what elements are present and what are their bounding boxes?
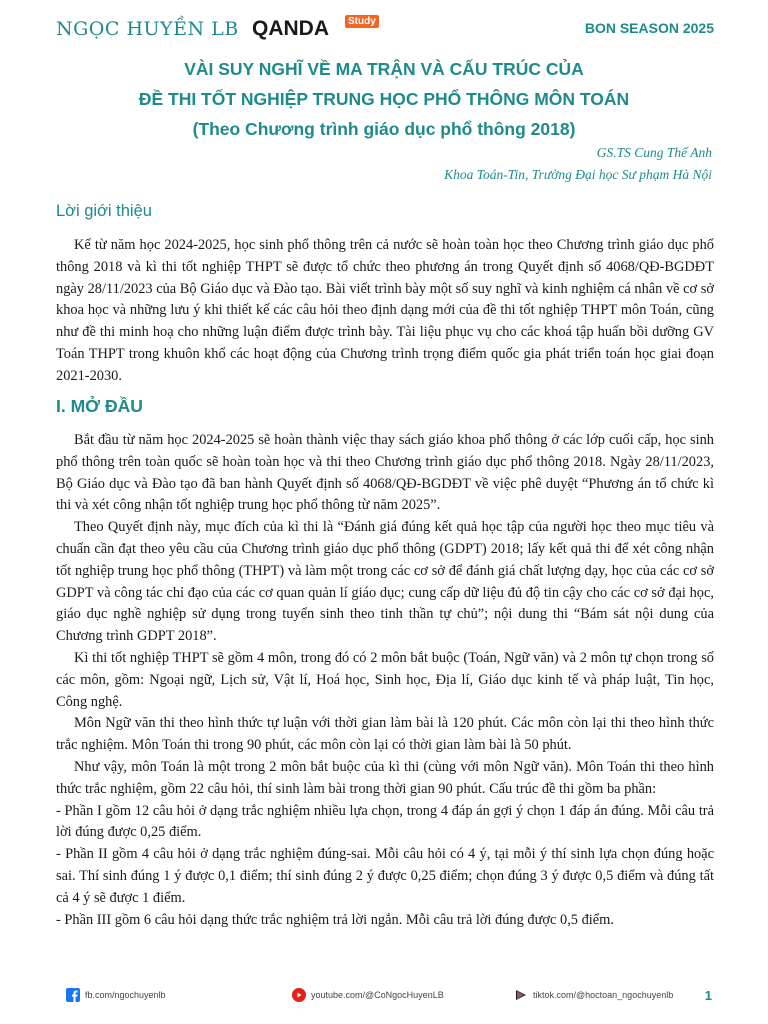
author-block <box>444 142 712 186</box>
paragraph-2: Theo Quyết định này, mục đích của kì thi là “Đánh giá đúng kết quả học tập của người học theo mục tiêu và chuẩn cần đạt theo yêu cầu của Chương trình giáo dục phổ thông (GDPT) 2018; lấy kết quả thi để xét công nhận tốt nghiệp trung học phổ thông (THPT) và làm một trong các cơ sở để đánh giá chất lượng dạy, học của các cơ sở GDPT và công tác chỉ đạo của các cơ quan quản lí giáo dục; cung cấp dữ liệu đủ độ tin cậy cho các cơ sở đại học, giáo dục nghề nghiệp sử dụng trong tuyển sinh theo tinh thần tự chủ”; nội dung thi “Bám sát nội dung của Chương trình GDPT 2018”. <box>56 519 714 645</box>
tiktok-url: tiktok.com/@hoctoan_ngochuyenlb <box>533 990 674 1000</box>
intro-paragraph: Kể từ năm học 2024-2025, học sinh phổ thông trên cả nước sẽ hoàn toàn học theo Chương trình giáo dục phổ thông 2018 và kì thi tốt nghiệp THPT sẽ được tổ chức theo phương án trong Quyết định số 4068/QĐ-BGDĐT ngày 28/11/2023 của Bộ Giáo dục và Đào tạo. Bài viết trình bày một số suy nghĩ và kinh nghiệm cá nhân về cơ sở khoa học và những lưu ý khi thiết kế các câu hỏi theo định dạng mới của đề thi tốt nghiệp THPT môn Toán, cũng như đề thi minh hoạ cho những luận điểm được trình bày. Tài liệu phục vụ cho các khoá tập huấn bồi dưỡng GV Toán THPT trong khuôn khổ các hoạt động của Chương trình trọng điểm quốc gia phát triển toán học giai đoạn 2021-2030. <box>56 237 714 384</box>
study-tag: Study <box>345 15 379 28</box>
paragraph-1: Bắt đầu từ năm học 2024-2025 sẽ hoàn thành việc thay sách giáo khoa phổ thông ở các lớp cuối cấp, học sinh phổ thông trên toàn quốc sẽ hoàn toàn học và thi theo Chương trình giáo dục phổ thông 2018. Ngày 28/11/2023, Bộ Giáo dục và Đào tạo đã ban hành Quyết định số 4068/QĐ-BGDĐT về việc phê duyệt “Phương án tổ chức kì thi và xét công nhận tốt nghiệp trung học phổ thông từ năm 2025”. <box>56 432 714 514</box>
paragraph-3: Kì thi tốt nghiệp THPT sẽ gồm 4 môn, trong đó có 2 môn bắt buộc (Toán, Ngữ văn) và 2 môn tự chọn trong số các môn, gồm: Ngoại ngữ, Lịch sử, Vật lí, Hoá học, Sinh học, Địa lí, Giáo dục kinh tế và pháp luật, Tin học, Công nghệ. <box>56 649 714 710</box>
facebook-url: fb.com/ngochuyenlb <box>85 990 166 1000</box>
intro-paragraph-block <box>56 235 714 388</box>
qanda-logo: QANDA <box>252 17 329 40</box>
author-affiliation: Khoa Toán-Tin, Trường Đại học Sư phạm Hà Nội <box>444 167 712 182</box>
ngoc-huyen-logo: NGỌC HUYỀN LB <box>56 18 239 40</box>
title-line-1: VÀI SUY NGHĨ VỀ MA TRẬN VÀ CẤU TRÚC CỦA <box>184 59 584 79</box>
section-1-heading: I. MỞ ĐẦU <box>56 396 143 416</box>
title-line-3: (Theo Chương trình giáo dục phổ thông 2018) <box>192 119 576 139</box>
tiktok-link[interactable] <box>514 988 673 1002</box>
bullet-part-3: - Phần III gồm 6 câu hỏi dạng thức trắc nghiệm trả lời ngắn. Mỗi câu trả lời đúng được 0,5 điểm. <box>56 911 614 928</box>
author-name: GS.TS Cung Thế Anh <box>596 145 712 160</box>
season-label: BON SEASON 2025 <box>584 20 714 36</box>
section-1-body <box>56 430 714 931</box>
intro-heading: Lời giới thiệu <box>56 202 152 220</box>
paragraph-5: Như vậy, môn Toán là một trong 2 môn bắt buộc của kì thi (cùng với môn Ngữ văn). Môn Toán thi theo hình thức trắc nghiệm, gồm 22 câu hỏi, thí sinh làm bài trong thời gian 90 phút. Cấu trúc đề thi gồm ba phần: <box>56 758 714 797</box>
youtube-link[interactable] <box>292 988 444 1002</box>
facebook-icon <box>66 988 80 1002</box>
page-number: 1 <box>704 988 712 1003</box>
paragraph-4: Môn Ngữ văn thi theo hình thức tự luận với thời gian làm bài là 120 phút. Các môn còn lại thi theo hình thức trắc nghiệm. Môn Toán thi trong 90 phút, các môn còn lại có thời gian làm bài là 50 phút. <box>56 715 714 754</box>
youtube-url: youtube.com/@CoNgocHuyenLB <box>311 990 444 1000</box>
page-footer <box>66 988 712 1008</box>
title-line-2: ĐỀ THI TỐT NGHIỆP TRUNG HỌC PHỔ THÔNG MÔN TOÁN <box>138 89 630 109</box>
document-title <box>40 54 728 144</box>
tiktok-icon <box>514 988 528 1002</box>
bullet-part-2: - Phần II gồm 4 câu hỏi ở dạng trắc nghiệm đúng-sai. Mỗi câu hỏi có 4 ý, tại mỗi ý thí sinh lựa chọn đúng hoặc sai. Thí sinh đúng 1 ý được 0,1 điểm; thí sinh đúng 2 ý được 0,25 điểm; chọn đúng 3 ý được 0,5 điểm và đúng tất cả 4 ý sẽ được 1 điểm. <box>56 846 714 906</box>
page-header <box>56 16 714 44</box>
bullet-part-1: - Phần I gồm 12 câu hỏi ở dạng trắc nghiệm nhiều lựa chọn, trong 4 đáp án gợi ý chọn 1 đáp án đúng. Mỗi câu trả lời đúng được 0,25 điểm. <box>56 802 714 841</box>
facebook-link[interactable] <box>66 988 166 1002</box>
youtube-icon <box>292 988 306 1002</box>
